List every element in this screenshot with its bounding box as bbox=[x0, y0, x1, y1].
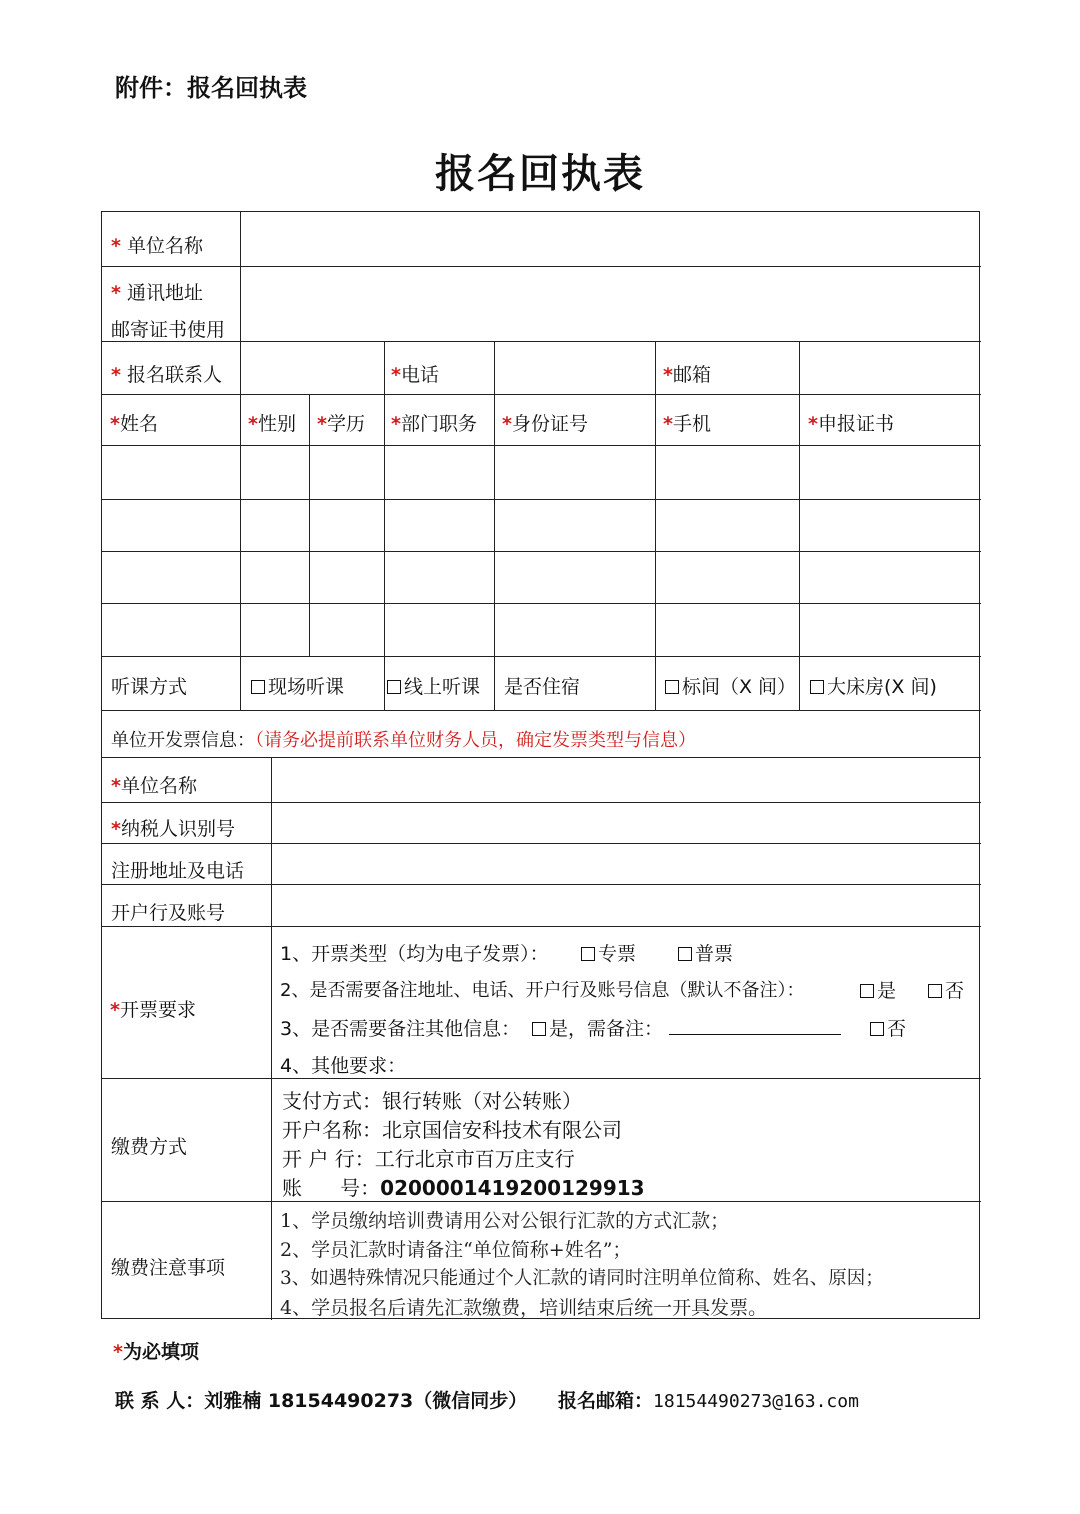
other-remark-no-text: 否 bbox=[887, 1018, 907, 1040]
required-star: * bbox=[111, 364, 121, 386]
attendee-row[interactable] bbox=[102, 604, 981, 656]
address-text: 通讯地址 bbox=[126, 282, 203, 304]
phone-field[interactable] bbox=[495, 342, 655, 394]
checkbox[interactable] bbox=[810, 680, 824, 694]
account-number-label: 账 号： bbox=[282, 1176, 381, 1200]
col-gender-header bbox=[248, 409, 296, 436]
special-invoice-text: 专票 bbox=[598, 943, 637, 965]
required-star: * bbox=[663, 364, 673, 386]
req-other-remark: 3、是否需要备注其他信息： bbox=[280, 1018, 521, 1040]
note-item: 3、如遇特殊情况只能通过个人汇款的请同时注明单位简称、姓名、原因； bbox=[280, 1268, 884, 1289]
required-star: * bbox=[110, 413, 120, 435]
normal-invoice-option[interactable] bbox=[678, 939, 733, 966]
payment-method-line: 支付方式：银行转账（对公转账） bbox=[282, 1089, 582, 1113]
req-remark-info: 2、是否需要备注地址、电话、开户行及账号信息（默认不备注）： bbox=[280, 980, 805, 1001]
required-star: * bbox=[113, 1341, 123, 1363]
invoice-header-text: 单位开发票信息： bbox=[111, 730, 255, 751]
invoice-unit-name-label bbox=[111, 771, 197, 798]
onsite-text: 现场听课 bbox=[268, 676, 345, 698]
taxpayer-id-text: 纳税人识别号 bbox=[120, 818, 235, 840]
col-education-header bbox=[317, 409, 365, 436]
footer-email bbox=[558, 1386, 859, 1413]
standard-room-text: 标间（X 间） bbox=[682, 676, 797, 698]
address-label bbox=[111, 278, 203, 305]
remark-no-text: 否 bbox=[945, 980, 965, 1002]
required-star: * bbox=[111, 235, 121, 257]
online-option[interactable] bbox=[387, 672, 480, 699]
required-star: * bbox=[317, 413, 327, 435]
col-department-header bbox=[391, 409, 477, 436]
address-field[interactable] bbox=[241, 267, 981, 341]
invoice-requirements-text: 开票要求 bbox=[119, 999, 196, 1021]
reg-address-field[interactable] bbox=[272, 844, 981, 884]
required-star: * bbox=[111, 775, 121, 797]
contact-field[interactable] bbox=[241, 342, 384, 394]
required-star: * bbox=[111, 818, 121, 840]
req-invoice-type bbox=[280, 939, 549, 966]
account-number-line bbox=[282, 1172, 645, 1201]
footer-contact bbox=[115, 1386, 527, 1413]
remark-yes-text: 是 bbox=[877, 980, 897, 1002]
attendee-row[interactable] bbox=[102, 446, 981, 499]
notes-label: 缴费注意事项 bbox=[111, 1257, 226, 1279]
checkbox[interactable] bbox=[581, 947, 595, 961]
bank-line: 开 户 行：工行北京市百万庄支行 bbox=[282, 1147, 575, 1171]
taxpayer-id-label bbox=[111, 814, 235, 841]
onsite-option[interactable] bbox=[251, 672, 344, 699]
required-note bbox=[113, 1337, 199, 1364]
checkbox[interactable] bbox=[532, 1022, 546, 1036]
attendee-row[interactable] bbox=[102, 552, 981, 603]
account-number-value: 0200001419200129913 bbox=[380, 1176, 645, 1200]
payment-label: 缴费方式 bbox=[111, 1136, 188, 1158]
required-star: * bbox=[248, 413, 258, 435]
phone-label bbox=[391, 360, 439, 387]
account-name-line: 开户名称：北京国信安科技术有限公司 bbox=[282, 1118, 622, 1142]
note-item: 4、学员报名后请先汇款缴费，培训结束后统一开具发票。 bbox=[280, 1297, 768, 1319]
col-gender-text: 性别 bbox=[257, 413, 296, 435]
required-star: * bbox=[110, 999, 120, 1021]
col-certificate-text: 申报证书 bbox=[817, 413, 894, 435]
checkbox[interactable] bbox=[665, 680, 679, 694]
checkbox[interactable] bbox=[251, 680, 265, 694]
required-star: * bbox=[391, 413, 401, 435]
email-text: 邮箱 bbox=[672, 364, 711, 386]
remark-no-option[interactable] bbox=[928, 976, 964, 1003]
req1-text: 1、开票类型（均为电子发票）： bbox=[280, 943, 549, 965]
reg-address-label: 注册地址及电话 bbox=[111, 860, 245, 882]
required-note-text: 为必填项 bbox=[122, 1341, 199, 1363]
attachment-label: 附件：报名回执表 bbox=[115, 74, 307, 102]
remark-yes-option[interactable] bbox=[860, 976, 896, 1003]
invoice-header-note: （请务必提前联系单位财务人员，确定发票类型与信息） bbox=[255, 730, 696, 751]
standard-room-option[interactable] bbox=[665, 672, 796, 699]
online-text: 线上听课 bbox=[404, 676, 481, 698]
note-item: 1、学员缴纳培训费请用公对公银行汇款的方式汇款； bbox=[280, 1210, 730, 1232]
note-item: 2、学员汇款时请备注“单位简称+姓名”； bbox=[280, 1239, 632, 1261]
other-remark-yes-text: 是，需备注： bbox=[549, 1018, 664, 1040]
col-mobile-text: 手机 bbox=[672, 413, 711, 435]
required-star: * bbox=[111, 282, 121, 304]
invoice-unit-name-text: 单位名称 bbox=[120, 775, 197, 797]
email-label bbox=[663, 360, 711, 387]
col-mobile-header bbox=[663, 409, 711, 436]
footer-email-label: 报名邮箱： bbox=[558, 1390, 654, 1412]
col-name-text: 姓名 bbox=[119, 413, 158, 435]
checkbox[interactable] bbox=[387, 680, 401, 694]
email-field[interactable] bbox=[800, 342, 981, 394]
required-star: * bbox=[808, 413, 818, 435]
unit-name-label bbox=[111, 231, 203, 258]
invoice-unit-name-field[interactable] bbox=[272, 758, 981, 802]
lodging-label: 是否住宿 bbox=[504, 676, 581, 698]
phone-text: 电话 bbox=[400, 364, 439, 386]
other-remark-yes-option[interactable] bbox=[532, 1014, 841, 1041]
king-room-option[interactable] bbox=[810, 672, 937, 699]
req-other-requirements: 4、其他要求： bbox=[280, 1055, 407, 1077]
special-invoice-option[interactable] bbox=[581, 939, 636, 966]
remark-blank-line[interactable] bbox=[669, 1018, 841, 1035]
attendance-label: 听课方式 bbox=[111, 676, 188, 698]
col-certificate-header bbox=[808, 409, 894, 436]
required-star: * bbox=[502, 413, 512, 435]
invoice-requirements-label bbox=[110, 995, 196, 1022]
col-id-header bbox=[502, 409, 588, 436]
taxpayer-id-field[interactable] bbox=[272, 803, 981, 843]
footer-email-value: 18154490273@163.com bbox=[653, 1391, 859, 1412]
col-department-text: 部门职务 bbox=[400, 413, 477, 435]
contact-label bbox=[111, 360, 222, 387]
bank-account-field[interactable] bbox=[272, 885, 981, 926]
footer-contact-label: 联 系 人： bbox=[115, 1390, 205, 1412]
checkbox[interactable] bbox=[870, 1022, 884, 1036]
normal-invoice-text: 普票 bbox=[695, 943, 734, 965]
unit-name-text: 单位名称 bbox=[126, 235, 203, 257]
required-star: * bbox=[663, 413, 673, 435]
other-remark-no-option[interactable] bbox=[870, 1014, 906, 1041]
col-id-text: 身份证号 bbox=[511, 413, 588, 435]
page-title: 报名回执表 bbox=[435, 151, 645, 197]
address-usage-label: 邮寄证书使用 bbox=[111, 319, 226, 341]
checkbox[interactable] bbox=[678, 947, 692, 961]
registration-form bbox=[101, 211, 980, 1319]
col-education-text: 学历 bbox=[326, 413, 365, 435]
col-name-header bbox=[110, 409, 158, 436]
king-room-text: 大床房(X 间) bbox=[827, 676, 937, 698]
bank-account-label: 开户行及账号 bbox=[111, 902, 226, 924]
contact-text: 报名联系人 bbox=[126, 364, 222, 386]
footer-contact-value: 刘雅楠 18154490273（微信同步） bbox=[204, 1390, 528, 1412]
checkbox[interactable] bbox=[860, 984, 874, 998]
invoice-header bbox=[111, 726, 696, 752]
unit-name-field[interactable] bbox=[241, 212, 981, 266]
required-star: * bbox=[391, 364, 401, 386]
attendee-row[interactable] bbox=[102, 500, 981, 551]
checkbox[interactable] bbox=[928, 984, 942, 998]
